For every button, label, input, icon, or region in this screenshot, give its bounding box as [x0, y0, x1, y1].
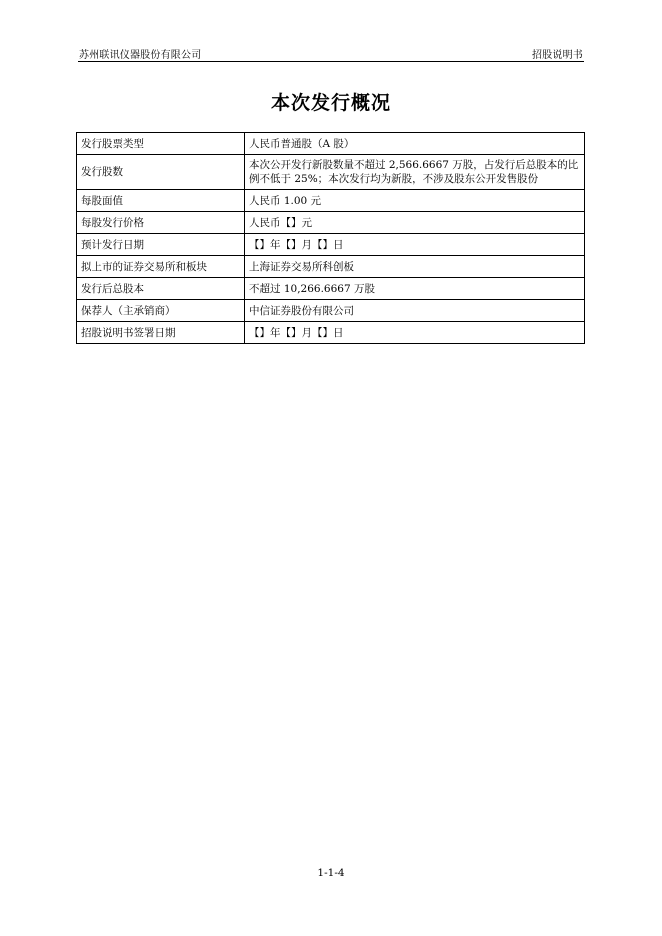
row-label: 发行后总股本 — [77, 278, 245, 300]
table-row — [77, 212, 585, 234]
row-label: 预计发行日期 — [77, 234, 245, 256]
page-title: 本次发行概况 — [270, 92, 391, 114]
table-row — [77, 155, 585, 190]
table-row — [77, 234, 585, 256]
table-row — [77, 256, 585, 278]
header-divider — [78, 61, 584, 62]
row-value: 人民币 1.00 元 — [245, 190, 585, 212]
row-label: 发行股数 — [77, 155, 245, 190]
row-value: 中信证券股份有限公司 — [245, 300, 585, 322]
page-number: 1-1-4 — [317, 867, 345, 879]
row-label: 每股面值 — [77, 190, 245, 212]
offering-summary-table — [76, 132, 585, 344]
table-row — [77, 322, 585, 344]
row-label: 招股说明书签署日期 — [77, 322, 245, 344]
header-company-name: 苏州联讯仪器股份有限公司 — [79, 50, 202, 61]
row-value: 不超过 10,266.6667 万股 — [245, 278, 585, 300]
row-value: 本次公开发行新股数量不超过 2,566.6667 万股，占发行后总股本的比例不低于 25%；本次发行均为新股，不涉及股东公开发售股份 — [245, 155, 585, 190]
row-label: 每股发行价格 — [77, 212, 245, 234]
table-row — [77, 133, 585, 155]
row-value: 人民币【】元 — [245, 212, 585, 234]
row-value: 【】年【】月【】日 — [245, 234, 585, 256]
table-row — [77, 300, 585, 322]
row-value: 【】年【】月【】日 — [245, 322, 585, 344]
header-document-type: 招股说明书 — [532, 50, 583, 61]
row-label: 保荐人（主承销商） — [77, 300, 245, 322]
row-value: 人民币普通股（A 股） — [245, 133, 585, 155]
table-row — [77, 190, 585, 212]
row-label: 拟上市的证券交易所和板块 — [77, 256, 245, 278]
table-row — [77, 278, 585, 300]
row-value: 上海证券交易所科创板 — [245, 256, 585, 278]
row-label: 发行股票类型 — [77, 133, 245, 155]
